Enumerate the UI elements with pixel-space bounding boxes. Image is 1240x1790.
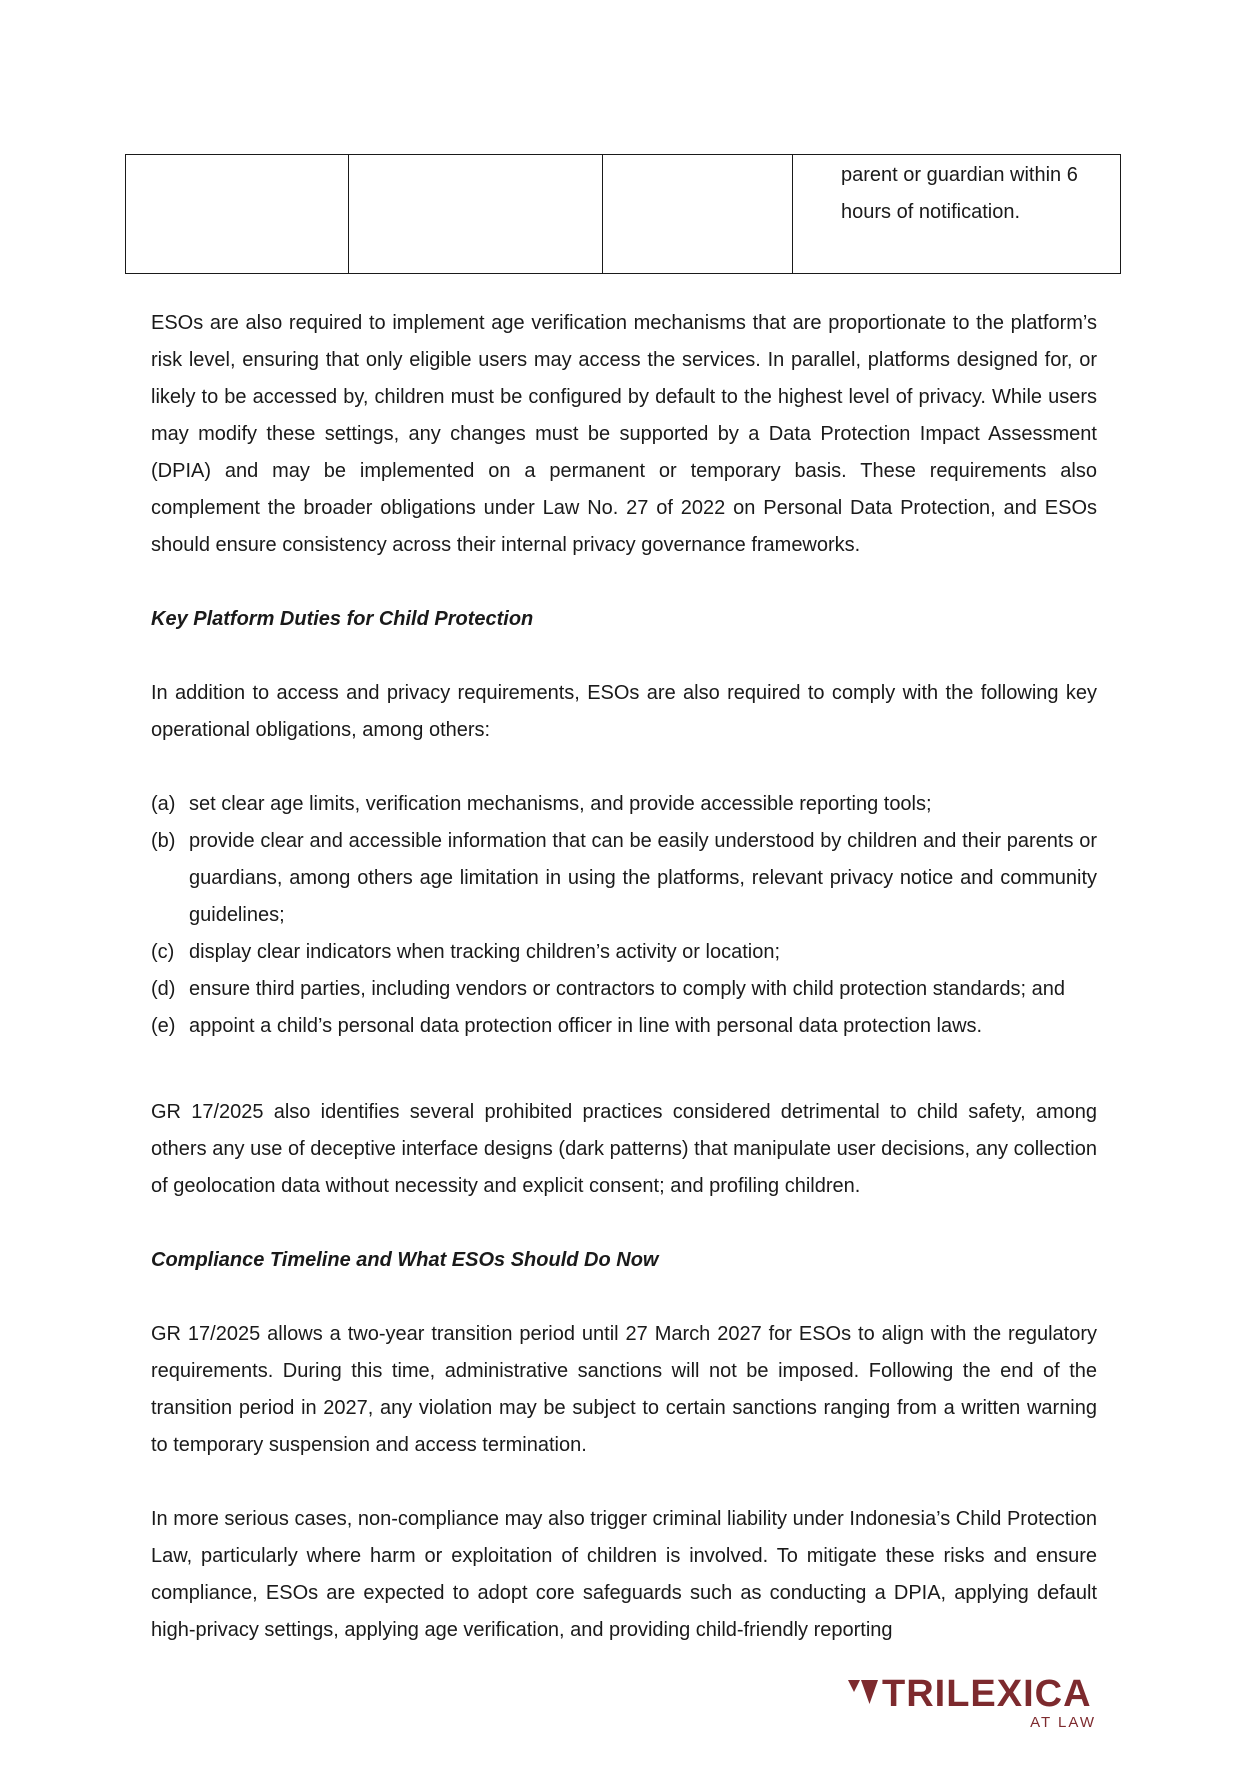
paragraph-prohibited-practices: GR 17/2025 also identifies several prohibited practices considered detrimental to child safety, among others any use of deceptive interface designs (dark patterns) that manipulate user decisions, any collection of geolocation data without necessity and explicit consent; and profiling children. <box>151 1101 1097 1197</box>
list-marker: (a) <box>151 793 176 815</box>
list-item <box>151 823 1097 934</box>
list-item-text: display clear indicators when tracking children’s activity or location; <box>189 941 781 963</box>
list-item <box>151 934 1097 971</box>
table-continuation <box>125 154 1121 274</box>
paragraph-obligations-intro: In addition to access and privacy requirements, ESOs are also required to comply with the following key operational obligations, among others: <box>151 682 1097 741</box>
trilexica-logo <box>848 1673 1098 1732</box>
table-cell-text: parent or guardian within 6 hours of notification. <box>793 155 1121 274</box>
table-cell-empty <box>126 155 349 274</box>
section-heading-compliance-timeline: Compliance Timeline and What ESOs Should Do Now <box>151 1249 659 1271</box>
paragraph-criminal-liability: In more serious cases, non-compliance may also trigger criminal liability under Indonesia’s Child Protection Law, particularly where harm or exploitation of children is involved. To mitigate these risks and ensure compliance, ESOs are expected to adopt core safeguards such as conducting a DPIA, applying default high-privacy settings, applying age verification, and providing child-friendly reporting <box>151 1508 1097 1641</box>
list-marker: (b) <box>151 830 176 852</box>
paragraph-transition-period: GR 17/2025 allows a two-year transition period until 27 March 2027 for ESOs to align with the regulatory requirements. During this time, administrative sanctions will not be imposed. Following the end of the transition period in 2027, any violation may be subject to certain sanctions ranging from a written warning to temporary suspension and access termination. <box>151 1323 1097 1456</box>
list-item <box>151 1008 1097 1045</box>
section-heading-platform-duties: Key Platform Duties for Child Protection <box>151 608 534 630</box>
trilexica-chevron-icon <box>848 1680 878 1706</box>
list-marker: (e) <box>151 1015 176 1037</box>
table-cell-empty <box>349 155 603 274</box>
list-item-text: ensure third parties, including vendors or contractors to comply with child protection standards; and <box>189 978 1066 1000</box>
list-item-text: set clear age limits, verification mechanisms, and provide accessible reporting tools; <box>189 793 932 815</box>
list-item-text: provide clear and accessible information that can be easily understood by children and their parents or guardians, among others age limitation in using the platforms, relevant privacy notice and community guidelines; <box>189 830 1097 926</box>
table-row <box>126 155 1121 274</box>
logo-subtitle: AT LAW <box>1030 1714 1096 1731</box>
list-item <box>151 971 1097 1008</box>
list-item <box>151 786 1097 823</box>
list-marker: (d) <box>151 978 176 1000</box>
table-cell-empty <box>603 155 793 274</box>
list-marker: (c) <box>151 941 175 963</box>
paragraph-age-verification: ESOs are also required to implement age verification mechanisms that are proportionate to the platform’s risk level, ensuring that only eligible users may access the services. In parallel, platforms designed for, or likely to be accessed by, children must be configured by default to the highest level of privacy. While users may modify these settings, any changes must be supported by a Data Protection Impact Assessment (DPIA) and may be implemented on a permanent or temporary basis. These requirements also complement the broader obligations under Law No. 27 of 2022 on Personal Data Protection, and ESOs should ensure consistency across their internal privacy governance frameworks. <box>151 312 1097 556</box>
logo-wordmark: TRILEXICA <box>882 1673 1092 1715</box>
obligations-list <box>151 786 1097 1045</box>
list-item-text: appoint a child’s personal data protection officer in line with personal data protection laws. <box>189 1015 983 1037</box>
